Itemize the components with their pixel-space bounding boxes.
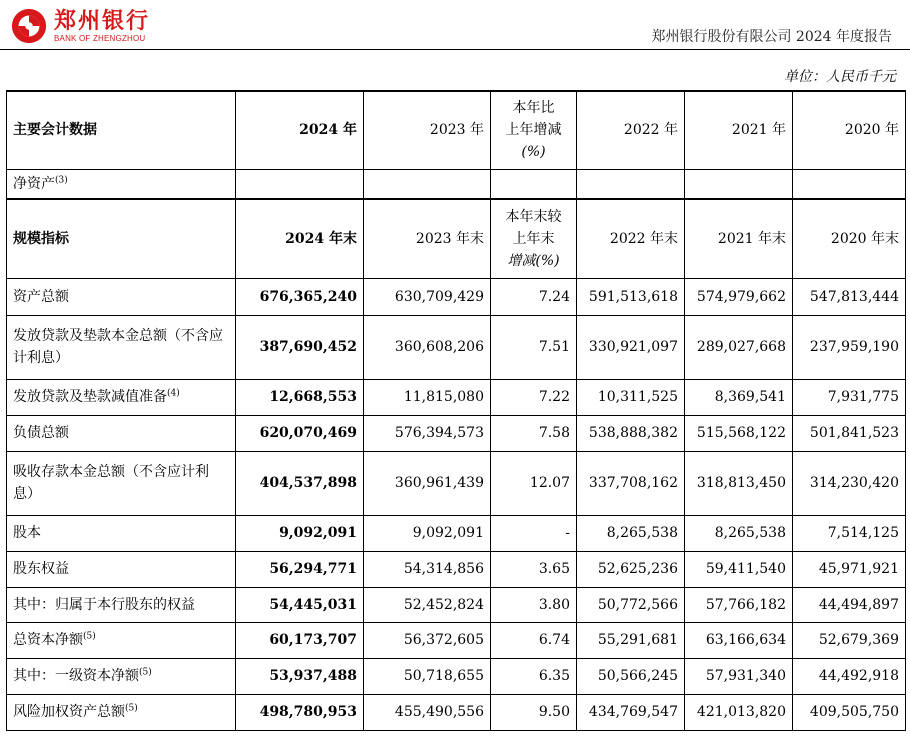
- logo-english-name: BANK OF ZHENGZHOU: [54, 33, 146, 43]
- row-label: [7, 658, 236, 694]
- row-label: [7, 622, 236, 658]
- header-year-2: 2023 年末: [364, 199, 491, 278]
- header-year-5: 2021 年: [685, 91, 793, 169]
- value-cell: 7,514,125: [793, 515, 906, 551]
- value-cell: 360,608,206: [364, 315, 491, 379]
- section-header-row-accounting: [7, 91, 906, 169]
- value-cell: 7,931,775: [793, 379, 906, 415]
- value-cell: 52,452,824: [364, 587, 491, 622]
- value-cell: 547,813,444: [793, 278, 906, 315]
- value-cell: 538,888,382: [577, 415, 685, 451]
- value-cell: 60,173,707: [236, 622, 364, 658]
- financial-data-table: [6, 90, 906, 731]
- value-cell: 8,265,538: [685, 515, 793, 551]
- value-cell: 11,815,080: [364, 379, 491, 415]
- row-label: [7, 551, 236, 587]
- value-cell: 676,365,240: [236, 278, 364, 315]
- table-row: [7, 587, 906, 622]
- value-cell: 434,769,547: [577, 694, 685, 730]
- value-cell: 501,841,523: [793, 415, 906, 451]
- row-label-text: 风险加权资产总额: [13, 704, 125, 720]
- value-cell: [236, 169, 364, 199]
- unit-label: 单位：人民币千元: [784, 69, 896, 85]
- footnote-marker: (5): [83, 631, 96, 642]
- value-cell: 8,265,538: [577, 515, 685, 551]
- change-percent-cell: 9.50: [491, 694, 577, 730]
- header-year-5: 2021 年末: [685, 199, 793, 278]
- row-label-text: 负债总额: [13, 425, 69, 441]
- value-cell: 8,369,541: [685, 379, 793, 415]
- value-cell: 620,070,469: [236, 415, 364, 451]
- row-label-text: 净资产: [13, 175, 55, 192]
- value-cell: 421,013,820: [685, 694, 793, 730]
- table-row: [7, 551, 906, 587]
- value-cell: 591,513,618: [577, 278, 685, 315]
- table-row: [7, 451, 906, 515]
- value-cell: 44,494,897: [793, 587, 906, 622]
- table-row: [7, 622, 906, 658]
- row-label: [7, 379, 236, 415]
- value-cell: 45,971,921: [793, 551, 906, 587]
- value-cell: 576,394,573: [364, 415, 491, 451]
- value-cell: 12,668,553: [236, 379, 364, 415]
- row-label-text: 股东权益: [13, 561, 69, 577]
- value-cell: 9,092,091: [236, 515, 364, 551]
- header-divider: [0, 49, 910, 50]
- change-percent-cell: -: [491, 515, 577, 551]
- value-cell: 455,490,556: [364, 694, 491, 730]
- bank-logo-icon: [10, 7, 48, 45]
- table-row: [7, 415, 906, 451]
- header-year-6: 2020 年末: [793, 199, 906, 278]
- header-year-4: 2022 年: [577, 91, 685, 169]
- value-cell: 50,566,245: [577, 658, 685, 694]
- value-cell: 409,505,750: [793, 694, 906, 730]
- value-cell: 318,813,450: [685, 451, 793, 515]
- value-cell: 57,931,340: [685, 658, 793, 694]
- value-cell: 52,679,369: [793, 622, 906, 658]
- change-percent-cell: 7.24: [491, 278, 577, 315]
- value-cell: 55,291,681: [577, 622, 685, 658]
- logo-chinese-name: 郑州银行: [54, 7, 151, 34]
- footnote-marker: (3): [55, 175, 68, 186]
- page-header: [0, 0, 910, 52]
- change-percent-cell: 6.74: [491, 622, 577, 658]
- footnote-marker: (4): [167, 388, 180, 399]
- value-cell: 10,311,525: [577, 379, 685, 415]
- row-label: [7, 515, 236, 551]
- value-cell: 9,092,091: [364, 515, 491, 551]
- value-cell: [364, 169, 491, 199]
- row-label: [7, 169, 236, 199]
- table-row: [7, 315, 906, 379]
- value-cell: 515,568,122: [685, 415, 793, 451]
- row-label: [7, 694, 236, 730]
- value-cell: 337,708,162: [577, 451, 685, 515]
- table-row: [7, 169, 906, 199]
- value-cell: 574,979,662: [685, 278, 793, 315]
- row-label: [7, 278, 236, 315]
- value-cell: 330,921,097: [577, 315, 685, 379]
- value-cell: 56,294,771: [236, 551, 364, 587]
- header-year-2: 2023 年: [364, 91, 491, 169]
- row-label: [7, 415, 236, 451]
- value-cell: 289,027,668: [685, 315, 793, 379]
- change-percent-cell: 7.51: [491, 315, 577, 379]
- row-label-text: 资产总额: [13, 288, 69, 305]
- row-label-text: 发放贷款及垫款本金总额（不含应计利息）: [13, 328, 223, 366]
- value-cell: 59,411,540: [685, 551, 793, 587]
- value-cell: [793, 169, 906, 199]
- value-cell: 57,766,182: [685, 587, 793, 622]
- header-year-4: 2022 年末: [577, 199, 685, 278]
- section-header-label: 规模指标: [7, 199, 236, 278]
- value-cell: 44,492,918: [793, 658, 906, 694]
- value-cell: 314,230,420: [793, 451, 906, 515]
- header-change-line: (%): [521, 144, 546, 161]
- table-row: [7, 658, 906, 694]
- value-cell: 63,166,634: [685, 622, 793, 658]
- header-year-6: 2020 年: [793, 91, 906, 169]
- change-percent-cell: 12.07: [491, 451, 577, 515]
- value-cell: 56,372,605: [364, 622, 491, 658]
- change-percent-cell: 7.22: [491, 379, 577, 415]
- value-cell: 54,314,856: [364, 551, 491, 587]
- row-label-text: 吸收存款本金总额（不含应计利息）: [13, 464, 209, 502]
- row-label: [7, 315, 236, 379]
- report-title: 郑州银行股份有限公司 2024 年度报告: [651, 29, 892, 45]
- table-row: [7, 379, 906, 415]
- change-percent-cell: 6.35: [491, 658, 577, 694]
- header-change-line: 本年比: [512, 100, 555, 117]
- value-cell: 387,690,452: [236, 315, 364, 379]
- header-change-line: 增减(%): [507, 252, 560, 269]
- table-row: [7, 515, 906, 551]
- value-cell: 404,537,898: [236, 451, 364, 515]
- value-cell: 52,625,236: [577, 551, 685, 587]
- value-cell: 237,959,190: [793, 315, 906, 379]
- header-year-1: 2024 年末: [236, 199, 364, 278]
- row-label-text: 其中：归属于本行股东的权益: [13, 596, 195, 613]
- bank-logo: [10, 4, 150, 48]
- section-header-row-scale: [7, 199, 906, 278]
- value-cell: 53,937,488: [236, 658, 364, 694]
- footnote-marker: (5): [139, 667, 152, 678]
- table-row: [7, 278, 906, 315]
- change-percent-cell: 3.65: [491, 551, 577, 587]
- header-change-line: 上年增减: [505, 122, 562, 139]
- header-change-line: 本年末较: [505, 208, 562, 225]
- value-cell: [685, 169, 793, 199]
- section-header-label: 主要会计数据: [7, 91, 236, 169]
- value-cell: 498,780,953: [236, 694, 364, 730]
- header-change-percent: [491, 199, 577, 278]
- row-label-text: 股本: [13, 525, 41, 541]
- row-label-text: 其中：一级资本净额: [13, 668, 139, 684]
- header-year-1: 2024 年: [236, 91, 364, 169]
- header-change-percent: [491, 91, 577, 169]
- change-percent-cell: [491, 169, 577, 199]
- row-label: [7, 451, 236, 515]
- value-cell: 50,772,566: [577, 587, 685, 622]
- value-cell: 630,709,429: [364, 278, 491, 315]
- table-row: [7, 694, 906, 730]
- value-cell: [577, 169, 685, 199]
- value-cell: 50,718,655: [364, 658, 491, 694]
- footnote-marker: (5): [125, 703, 138, 714]
- value-cell: 360,961,439: [364, 451, 491, 515]
- row-label-text: 发放贷款及垫款减值准备: [13, 389, 167, 405]
- change-percent-cell: 3.80: [491, 587, 577, 622]
- row-label: [7, 587, 236, 622]
- header-change-line: 上年末: [512, 230, 555, 247]
- change-percent-cell: 7.58: [491, 415, 577, 451]
- value-cell: 54,445,031: [236, 587, 364, 622]
- row-label-text: 总资本净额: [13, 632, 83, 648]
